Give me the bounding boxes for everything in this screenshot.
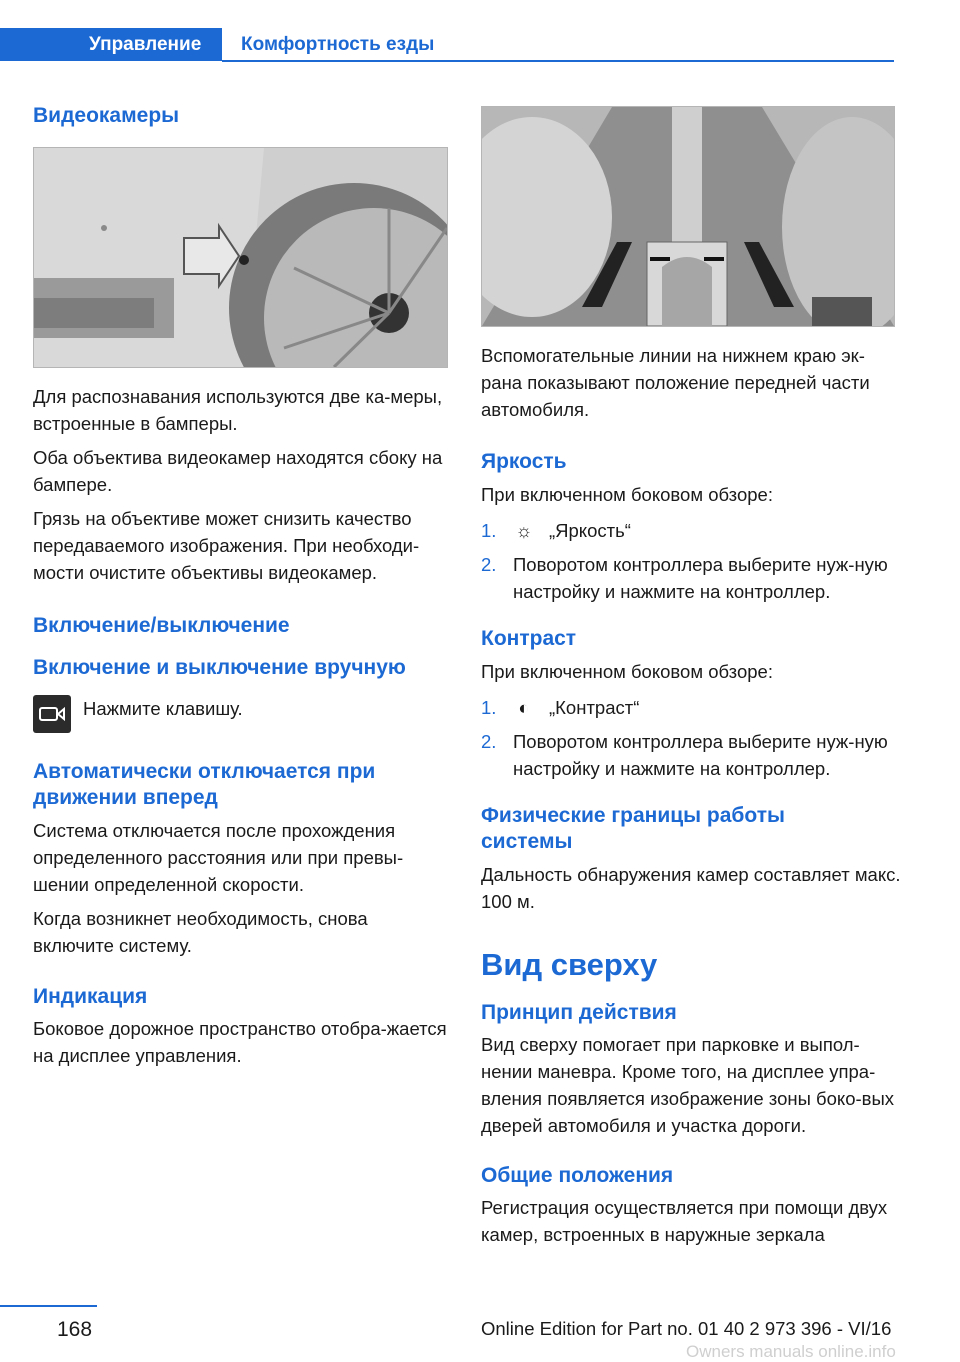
side-view-display-illustration [482,107,894,326]
contrast-icon: ◐ [518,697,530,718]
brightness-side-view: При включенном боковом обзоре: [481,484,773,505]
heading-principle: Принцип действия [481,1001,677,1024]
paragraph-auto-off: Система отключается после прохождения определенного расстояния или при превы-шении определенной скорости. [33,820,404,895]
paragraph-general: Регистрация осуществляется при помощи двух камер, встроенных в наружные зеркала [481,1197,888,1245]
heading-top-view: Вид сверху [481,947,658,982]
heading-auto-off: Автоматически отключается при движении вперед [33,760,376,809]
edition-info: Online Edition for Part no. 01 40 2 973 396 - VI/16 [481,1318,892,1339]
heading-system-limits: Физические границы работы системы [481,804,785,853]
sun-icon: ☼ [515,520,533,541]
paragraph-range: Дальность обнаружения камер составляет макс. 100 м. [481,864,901,912]
step-number: 2. [481,554,497,575]
paragraph-two-cameras: Для распознавания используются две ка-меры, встроенные в бамперы. [33,386,443,434]
watermark: Owners manuals online.info [686,1342,896,1361]
contrast-step-1 [481,694,901,721]
step-number: 1. [481,697,497,718]
contrast-menu-label: „Контраст“ [549,697,640,718]
footer-rule [0,1305,97,1307]
heading-on-off: Включение/выключение [33,614,290,637]
step-text: Поворотом контроллера выберите нуж-ную настройку и нажмите на контроллер. [513,731,888,779]
header-bar [0,28,434,61]
paragraph-guide-lines: Вспомогательные линии на нижнем краю эк-рана показывают положение передней части автомобиля. [481,345,870,420]
paragraph-reenable: Когда возникнет необходимость, снова включите систему. [33,908,368,956]
paragraph-principle: Вид сверху помогает при парковке и выпол-нении маневра. Кроме того, на дисплее упра-вления появляется изображение зоны боко-вых дверей автомобиля и участка дороги. [481,1034,895,1136]
left-column [33,95,448,1069]
contrast-step-2 [481,728,901,782]
brightness-menu-label: „Яркость“ [549,520,631,541]
brightness-step-1 [481,517,901,544]
press-key-text: Нажмите клавишу. [83,698,243,719]
heading-contrast: Контраст [481,627,577,650]
camera-key-icon[interactable] [33,695,71,733]
bumper-camera-illustration [34,148,447,367]
brightness-steps [481,517,901,605]
paragraph-display: Боковое дорожное пространство отобра-жается на дисплее управления. [33,1018,447,1066]
heading-manual-on-off: Включение и выключение вручную [33,656,406,679]
heading-display: Индикация [33,985,148,1008]
right-column [481,106,901,1248]
header-rule [222,60,894,62]
side-view-figure [481,106,895,327]
paragraph-dirt-warning: Грязь на объективе может снизить качество передаваемого изображения. При необходи-мости очистите объективы видеокамер. [33,508,420,583]
paragraph-lens-position: Оба объектива видеокамер находятся сбоку на бампере. [33,447,443,495]
step-text: Поворотом контроллера выберите нуж-ную настройку и нажмите на контроллер. [513,554,888,602]
heading-brightness: Яркость [481,450,567,473]
heading-cameras: Видеокамеры [33,104,180,127]
contrast-side-view: При включенном боковом обзоре: [481,661,773,682]
step-number: 1. [481,520,497,541]
tab-control[interactable]: Управление [0,28,222,61]
heading-general: Общие положения [481,1164,674,1187]
brightness-step-2 [481,551,901,605]
tab-driving-comfort[interactable]: Комфортность езды [241,34,435,55]
page-number: 168 [57,1318,93,1341]
bumper-camera-figure [33,147,448,368]
step-number: 2. [481,731,497,752]
contrast-steps [481,694,901,782]
camera-button-row [33,695,448,733]
